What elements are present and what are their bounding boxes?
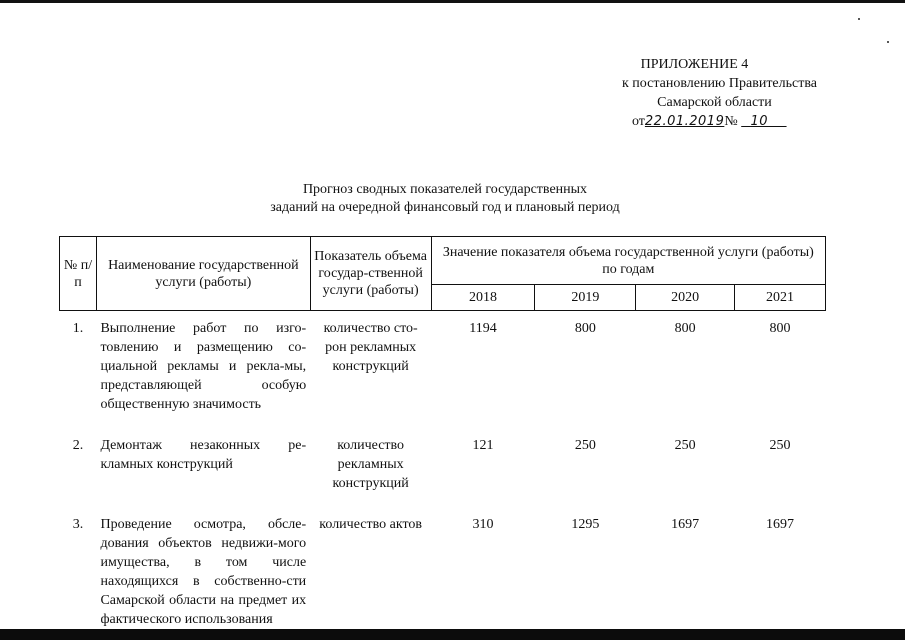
value-cell: 800 (769, 321, 791, 336)
value-cell: 310 (472, 517, 494, 532)
row-number: 2. (72, 438, 84, 453)
header-service-name: Наименование государственной услуги (работы) (96, 237, 310, 311)
indicator-name: количество сто-рон рекламных конструкций (323, 321, 418, 374)
value-cell: 250 (674, 438, 696, 453)
header-year: 2019 (535, 285, 636, 311)
scan-speck (858, 18, 860, 20)
table-row (60, 428, 826, 507)
service-name: Проведение осмотра, обсле-дования объектов недвижи-мого имущества, в том числе находящихся в собственно-сти Самарской области на предмет их фактического использования (100, 517, 307, 627)
header-year: 2021 (735, 285, 826, 311)
handwritten-date: 22.01.2019 (644, 114, 725, 129)
scan-top-border (0, 0, 905, 3)
scan-speck (887, 41, 889, 43)
annex-block (622, 55, 817, 131)
value-cell: 121 (472, 438, 494, 453)
indicators-table (59, 236, 826, 643)
from-label: от (631, 114, 645, 129)
annex-date-number-line (622, 112, 817, 131)
annex-region-line: Самарской области (657, 95, 772, 110)
value-cell: 250 (574, 438, 596, 453)
service-name: Выполнение работ по изго-товлению и размещению со-циальной рекламы и рекла-мы, представляющей особую общественную значимость (100, 321, 307, 412)
indicator-name: количество рекламных конструкций (332, 438, 409, 491)
value-cell: 1697 (766, 517, 795, 532)
value-cell: 250 (769, 438, 791, 453)
header-num: № п/п (60, 237, 97, 311)
annex-title: ПРИЛОЖЕНИЕ 4 (640, 57, 749, 72)
row-number: 1. (72, 321, 84, 336)
number-label: № (724, 114, 738, 129)
header-values-group: Значение показателя объема государственной услуги (работы) по годам (431, 237, 825, 285)
header-year: 2018 (431, 285, 535, 311)
value-cell: 800 (574, 321, 596, 336)
heading-line-1: Прогноз сводных показателей государственных (302, 182, 588, 197)
indicator-name: количество актов (319, 517, 422, 532)
value-cell: 1194 (469, 321, 497, 336)
value-cell: 1697 (671, 517, 700, 532)
handwritten-number: 10 (750, 114, 769, 129)
header-indicator: Показатель объема государ-ственной услуги (работы) (310, 237, 431, 311)
scan-bottom-border (0, 629, 905, 640)
row-number: 3. (72, 517, 84, 532)
heading-line-2: заданий на очередной финансовый год и плановый период (270, 200, 620, 215)
value-cell: 1295 (571, 517, 600, 532)
header-year: 2020 (636, 285, 735, 311)
document-heading (0, 181, 890, 217)
annex-resolution-line: к постановлению Правительства (621, 76, 817, 91)
table-row (60, 507, 826, 643)
service-name: Демонтаж незаконных ре-кламных конструкций (100, 438, 307, 472)
table-row (60, 311, 826, 429)
value-cell: 800 (674, 321, 696, 336)
